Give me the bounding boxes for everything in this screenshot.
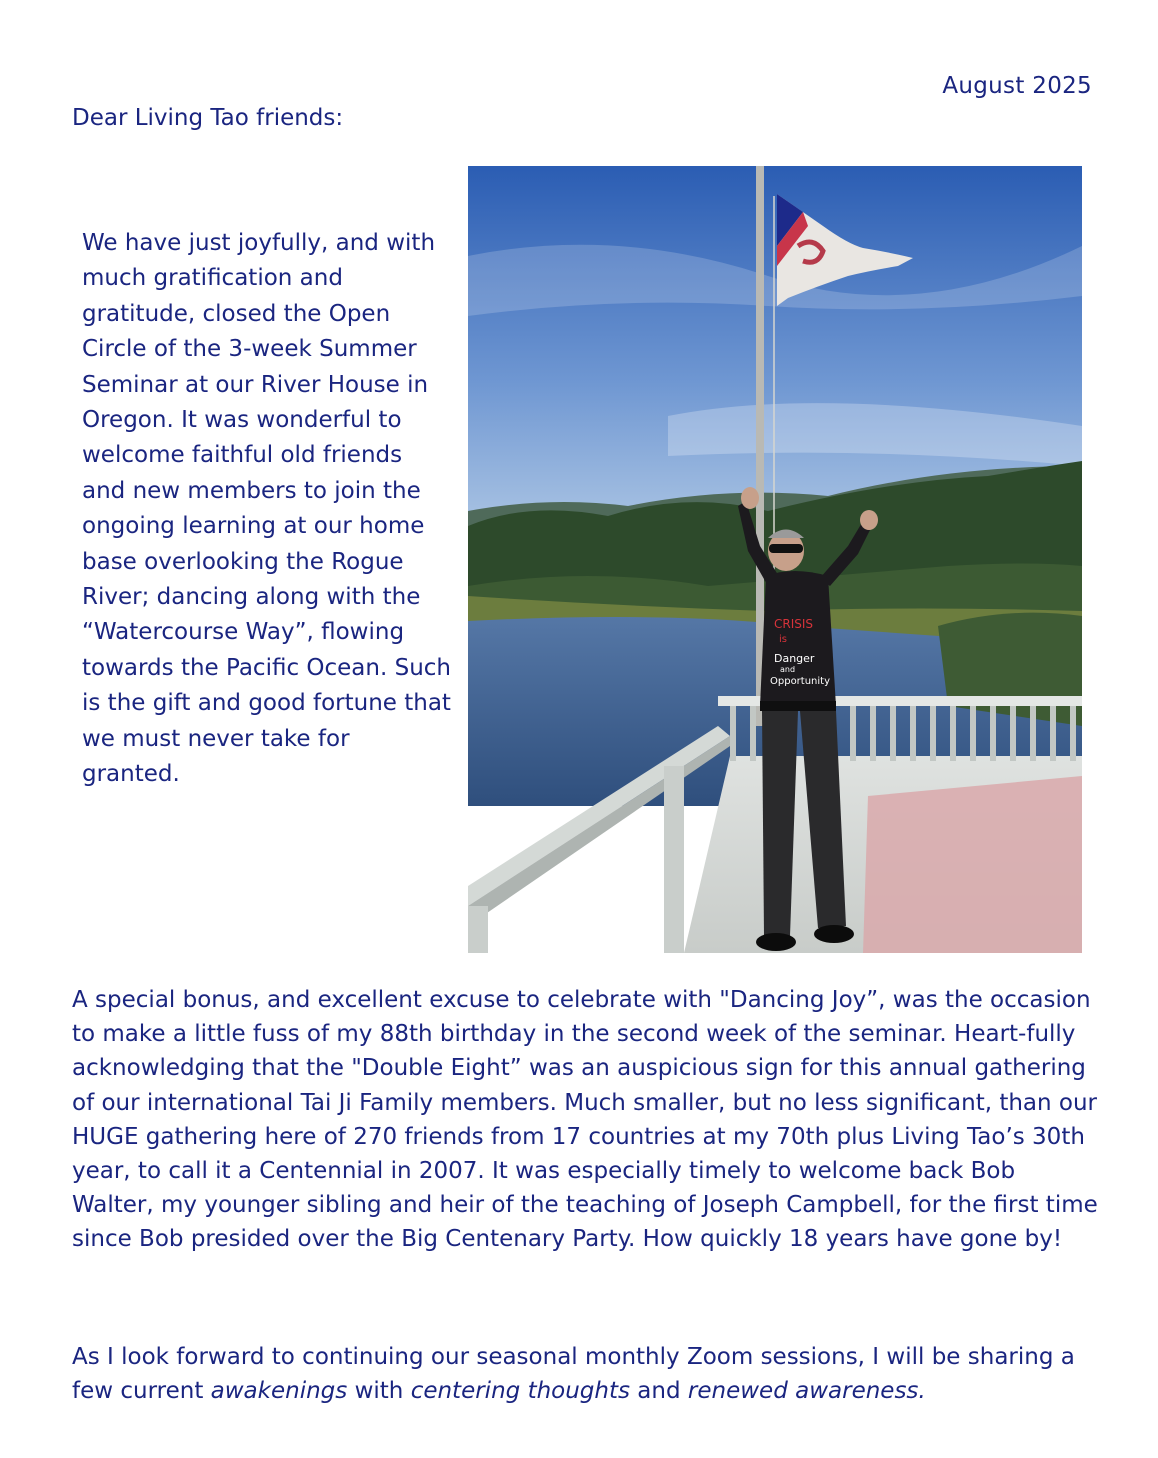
shirt-text-danger: Danger xyxy=(774,652,815,665)
salutation: Dear Living Tao friends: xyxy=(72,105,344,131)
intro-paragraph: We have just joyfully, and with much gratification and gratitude, closed the Open Circle of the 3-week Summer Seminar at our River House in Oregon. It was wonderful to welcome faithful old friends and new members to join the ongoing learning at our home base overlooking the Rogue River; dancing along with the “Watercourse Way”, flowing towards the Pacific Ocean. Such is the gift and good fortune that we must never take for granted. xyxy=(82,230,451,788)
letter-date: August 2025 xyxy=(942,73,1092,99)
shirt-text-crisis: CRISIS xyxy=(774,617,814,631)
shirt-text-is: is xyxy=(779,634,787,645)
closing-paragraph xyxy=(72,1340,1102,1408)
photo-river-house-deck xyxy=(468,166,1082,953)
flagpole xyxy=(756,166,764,726)
shirt-text-and: and xyxy=(780,665,796,674)
closing-text-3: and xyxy=(630,1378,688,1405)
birthday-paragraph: A special bonus, and excellent excuse to celebrate with "Dancing Joy”, was the occasion to make a little fuss of my 88th birthday in the second week of the seminar. Heart-fully acknowledging that the "Double Eight” was an auspicious sign for this annual gathering of our international Tai Ji Family members. Much smaller, but no less significant, than our HUGE gathering here of 270 friends from 17 countries at my 70th plus Living Tao’s 30th year, to call it a Centennial in 2007. It was especially timely to welcome back Bob Walter, my younger sibling and heir of the teaching of Joseph Campbell, for the first time since Bob presided over the Big Centenary Party. How quickly 18 years have gone by! xyxy=(72,987,1098,1253)
rug xyxy=(863,776,1082,953)
shirt-text-opportunity: Opportunity xyxy=(770,676,831,687)
closing-emphasis-awareness: renewed awareness. xyxy=(687,1378,926,1405)
closing-text-1: As I look forward to continuing our seasonal monthly Zoom sessions, I will be sharing a few current xyxy=(72,1344,1075,1405)
closing-text-2: with xyxy=(347,1378,411,1405)
closing-emphasis-awakenings: awakenings xyxy=(210,1378,348,1405)
closing-emphasis-centering: centering thoughts xyxy=(410,1378,630,1405)
